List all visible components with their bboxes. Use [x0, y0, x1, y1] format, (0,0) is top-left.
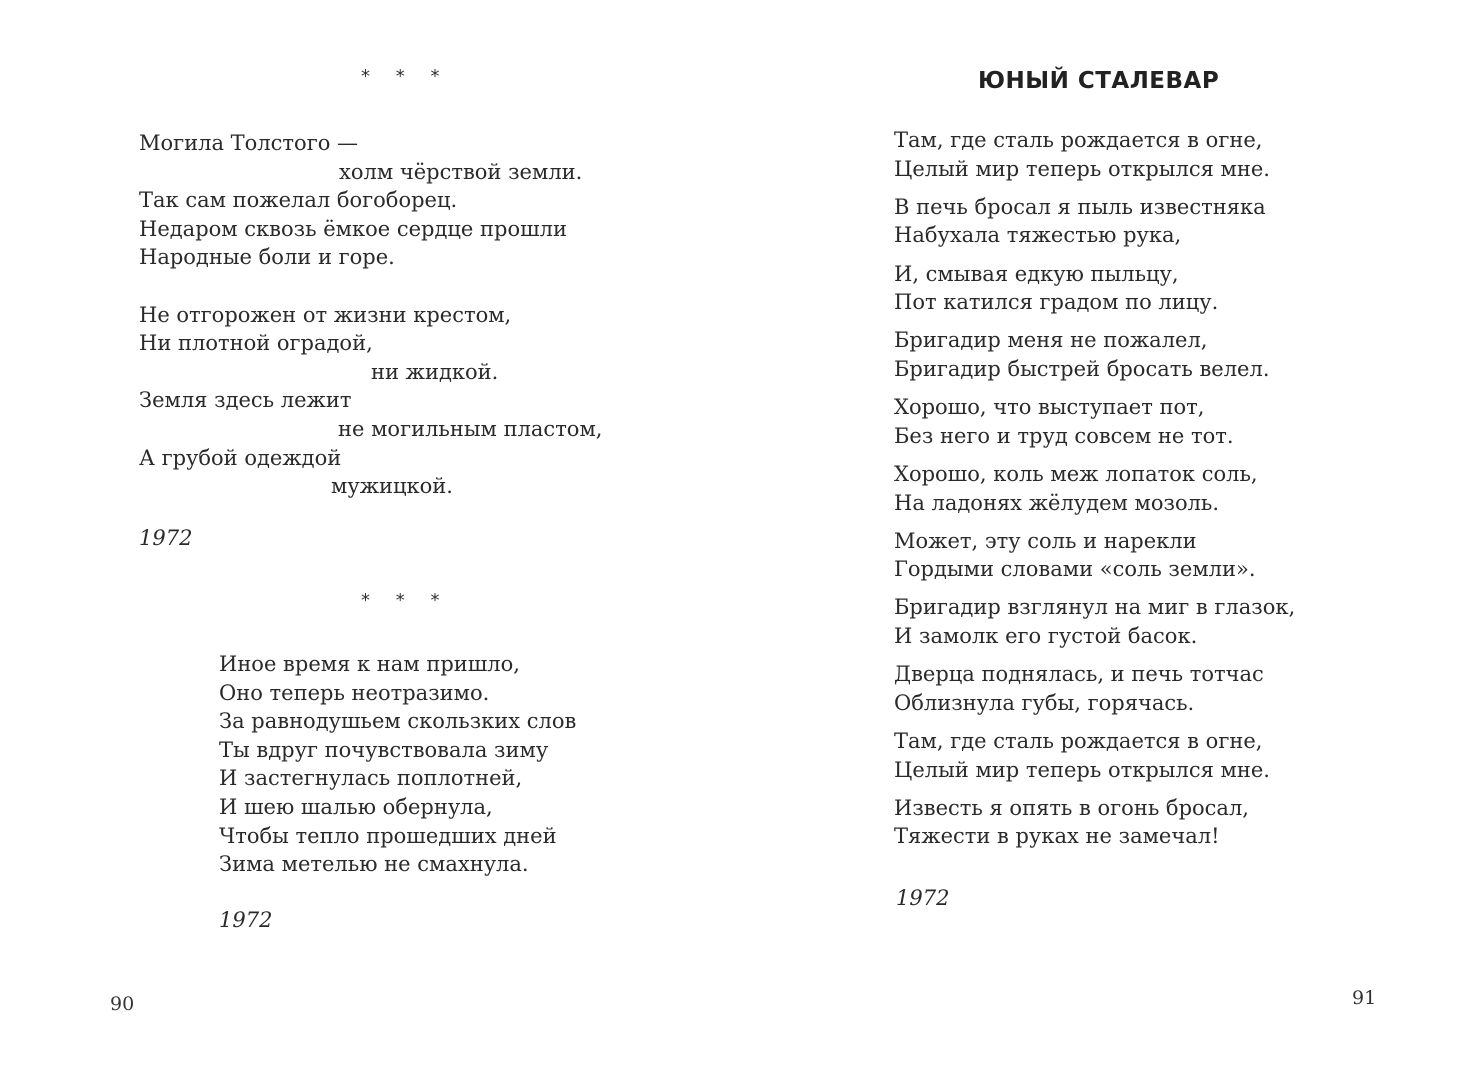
poem-line: Известь я опять в огонь бросал,: [894, 795, 1249, 820]
poem-stanza: [894, 660, 1295, 717]
poem-line: Ты вдруг почувствовала зиму: [219, 737, 549, 762]
poem-line: И шею шалью обернула,: [219, 794, 493, 819]
poem-line: Могила Толстого —: [139, 131, 359, 155]
poem-line: Может, эту соль и нарекли: [894, 528, 1197, 553]
poem-stanza: [894, 126, 1295, 183]
poem-line: Иное время к нам пришло,: [219, 652, 520, 676]
poem-line: Оно теперь неотразимо.: [219, 680, 490, 705]
page-number: 90: [110, 993, 135, 1015]
poem-line: не могильным пластом,: [338, 416, 603, 441]
poem-line: Зима метелью не смахнула.: [219, 852, 529, 877]
poem-line: Облизнула губы, горячась.: [894, 690, 1195, 715]
poem-stanza: [894, 460, 1295, 517]
poem-line: И застегнулась поплотней,: [219, 766, 523, 791]
poem-line: За равнодушьем скользких слов: [219, 709, 577, 734]
poem-line: Тяжести в руках не замечал!: [894, 824, 1220, 849]
poem-line: мужицкой.: [331, 474, 453, 499]
poem-stanza: [894, 193, 1295, 250]
poem-stanza: [894, 393, 1295, 450]
poem-line: Бригадир меня не пожалел,: [894, 328, 1208, 353]
poem-line: Целый мир теперь открылся мне.: [894, 156, 1270, 181]
poem-year: 1972: [219, 908, 273, 932]
poem-line: А грубой одеждой: [139, 445, 342, 470]
poem-stanza: [894, 260, 1295, 317]
poem-line: Бригадир взглянул на миг в глазок,: [894, 595, 1296, 620]
poem-line: ни жидкой.: [371, 359, 499, 384]
poem-line: В печь бросал я пыль известняка: [894, 194, 1266, 219]
poem-young-steelmaker: [894, 126, 1295, 861]
poem-line: Бригадир быстрей бросать велел.: [894, 356, 1270, 381]
asterism-divider: * * *: [361, 66, 450, 87]
poem-line: И замолк его густой басок.: [894, 624, 1198, 649]
poem-line: Хорошо, что выступает пот,: [894, 395, 1205, 420]
right-page: [728, 0, 1457, 1080]
poem-line: Дверца поднялась, и печь тотчас: [894, 662, 1264, 687]
poem-stanza: [894, 527, 1295, 584]
poem-tolstoy-grave: [139, 129, 602, 501]
page-number: 91: [1352, 987, 1377, 1009]
poem-line: Без него и труд совсем не тот.: [894, 423, 1234, 448]
poem-line: Не отгорожен от жизни крестом,: [139, 302, 512, 327]
poem-line: Гордыми словами «соль земли».: [894, 557, 1256, 582]
poem-line: Чтобы тепло прошедших дней: [219, 823, 557, 848]
poem-line: Недаром сквозь ёмкое сердце прошли: [139, 216, 567, 241]
poem-title: ЮНЫЙ СТАЛЕВАР: [978, 68, 1220, 94]
poem-stanza: [894, 593, 1295, 650]
poem-line: И, смывая едкую пыльцу,: [894, 261, 1179, 286]
poem-line: Набухала тяжестью рука,: [894, 223, 1182, 248]
poem-line: Там, где сталь рождается в огне,: [894, 729, 1263, 754]
poem-year: 1972: [896, 886, 950, 910]
poem-line: Земля здесь лежит: [139, 388, 352, 413]
poem-line: Так сам пожелал богоборец.: [139, 188, 458, 213]
poem-line: Целый мир теперь открылся мне.: [894, 757, 1270, 782]
poem-stanza: [894, 727, 1295, 784]
poem-stanza: [894, 794, 1295, 851]
poem-stanza: [894, 326, 1295, 383]
poem-line: Там, где сталь рождается в огне,: [894, 128, 1263, 152]
poem-line: На ладонях жёлудем мозоль.: [894, 490, 1220, 515]
asterism-divider: * * *: [361, 590, 450, 611]
poem-line: Ни плотной оградой,: [139, 331, 373, 356]
poem-line: Народные боли и горе.: [139, 245, 395, 270]
poem-line: холм чёрствой земли.: [339, 159, 583, 184]
poem-another-time: [219, 650, 576, 879]
poem-year: 1972: [139, 526, 193, 550]
poem-line: Хорошо, коль меж лопаток соль,: [894, 461, 1258, 486]
poem-line: Пот катился градом по лицу.: [894, 290, 1219, 315]
left-page: [0, 0, 728, 1080]
